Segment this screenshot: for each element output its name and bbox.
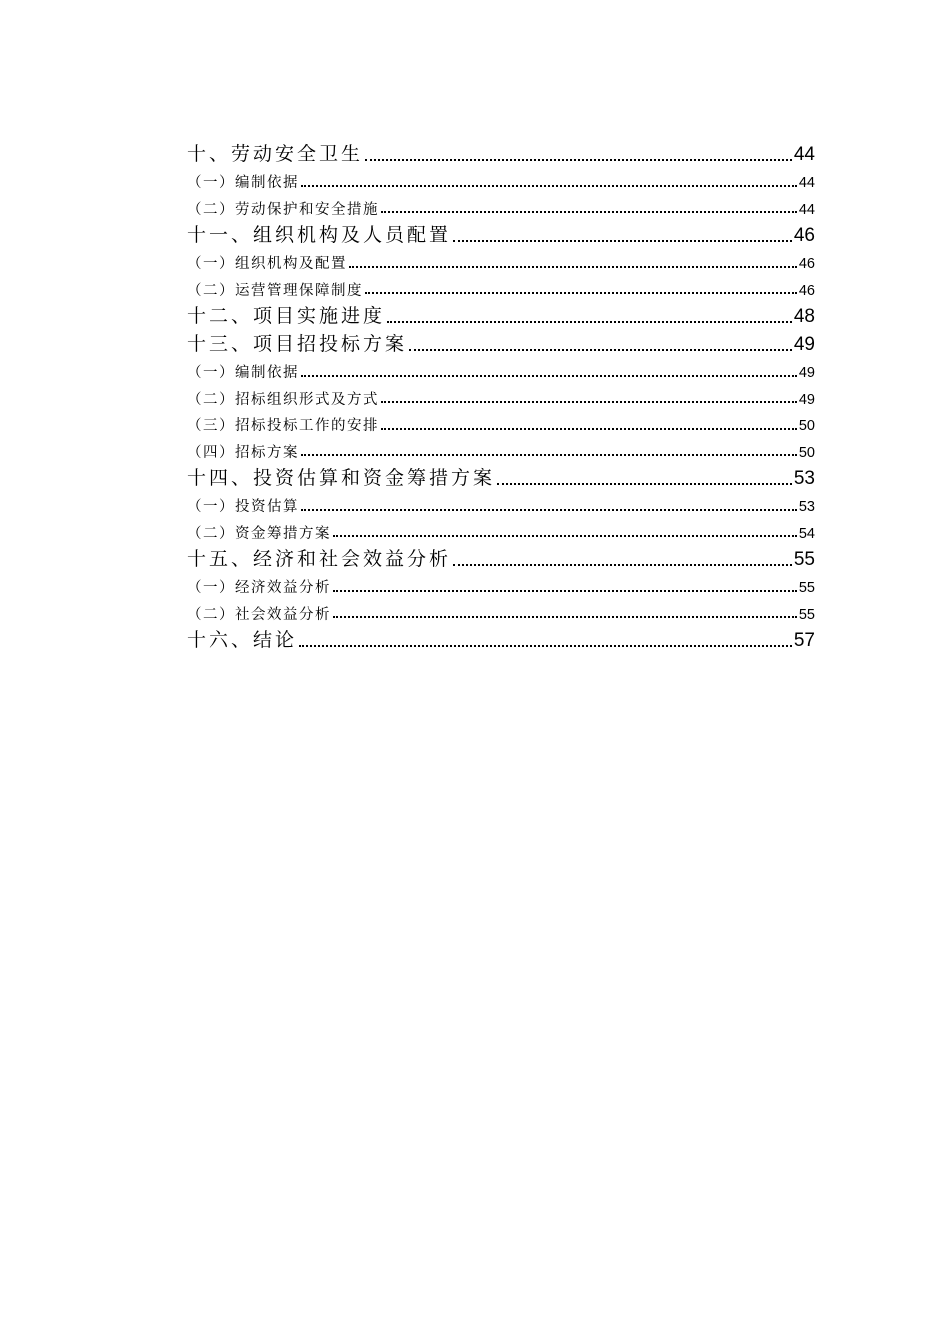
dot-leader [349,266,797,268]
dot-leader [409,349,792,351]
dot-leader [497,483,792,485]
toc-entry-page: 44 [793,144,815,165]
toc-entry-page: 49 [793,334,815,355]
toc-entry[interactable] [187,191,815,218]
toc-entry-page: 55 [798,580,815,596]
toc-entry[interactable] [187,136,815,164]
dot-leader [365,159,792,161]
toc-entry-label: （二）招标组织形式及方式 [187,391,379,408]
dot-leader [381,401,797,403]
toc-entry-page: 46 [798,256,815,272]
toc-entry[interactable] [187,245,815,272]
toc-entry-label: 十三、项目招投标方案 [187,333,408,355]
toc-entry[interactable] [187,272,815,299]
dot-leader [299,645,792,647]
toc-entry-label: （四）招标方案 [187,444,299,461]
toc-entry-label: 十五、经济和社会效益分析 [187,548,452,570]
toc-entry[interactable] [187,164,815,191]
toc-entry-page: 53 [793,468,815,489]
toc-entry-label: （一）投资估算 [187,499,299,515]
toc-entry[interactable] [187,326,815,354]
dot-leader [333,535,797,537]
toc-entry[interactable] [187,217,815,245]
toc-entry-page: 55 [798,606,815,623]
toc-entry[interactable] [187,434,815,461]
toc-entry[interactable] [187,354,815,381]
dot-leader [301,375,797,377]
toc-entry-label: 十四、投资估算和资金筹措方案 [187,467,496,489]
dot-leader [387,321,792,323]
toc-entry-page: 44 [798,175,815,191]
toc-entry[interactable] [187,407,815,434]
dot-leader [301,509,797,511]
toc-entry-page: 54 [798,525,815,542]
table-of-contents [187,136,815,650]
dot-leader [333,616,797,618]
toc-entry-label: 十、劳动安全卫生 [187,143,364,165]
toc-entry-label: （一）编制依据 [187,175,299,191]
toc-entry-label: （三）招标投标工作的安排 [187,418,379,434]
toc-entry[interactable] [187,622,815,650]
toc-entry[interactable] [187,515,815,542]
toc-entry-page: 46 [798,282,815,299]
toc-entry-page: 44 [798,201,815,218]
dot-leader [301,185,797,187]
toc-entry-label: （一）组织机构及配置 [187,256,347,272]
toc-entry-label: （二）资金筹措方案 [187,525,331,542]
toc-entry-page: 50 [798,444,815,461]
toc-entry-page: 46 [793,225,815,246]
toc-entry-label: （一）经济效益分析 [187,580,331,596]
dot-leader [301,454,797,456]
toc-entry-label: （二）运营管理保障制度 [187,282,363,299]
toc-entry-page: 55 [793,549,815,570]
toc-entry-page: 53 [798,499,815,515]
toc-entry-page: 49 [798,391,815,408]
toc-entry-label: （一）编制依据 [187,365,299,381]
toc-entry-page: 49 [798,365,815,381]
toc-entry[interactable] [187,381,815,408]
toc-entry-page: 48 [793,306,815,327]
toc-entry[interactable] [187,298,815,326]
toc-entry[interactable] [187,460,815,488]
dot-leader [453,240,792,242]
toc-entry-page: 50 [798,418,815,434]
dot-leader [365,292,797,294]
dot-leader [381,428,797,430]
toc-entry-label: 十一、组织机构及人员配置 [187,224,452,246]
dot-leader [453,564,792,566]
toc-entry[interactable] [187,569,815,596]
toc-entry-label: 十六、结论 [187,629,298,651]
dot-leader [333,590,797,592]
toc-entry-label: 十二、项目实施进度 [187,305,386,327]
toc-entry[interactable] [187,541,815,569]
toc-entry-label: （二）劳动保护和安全措施 [187,201,379,218]
toc-entry[interactable] [187,488,815,515]
toc-entry-page: 57 [793,630,815,651]
toc-entry-label: （二）社会效益分析 [187,606,331,623]
toc-entry[interactable] [187,596,815,623]
dot-leader [381,211,797,213]
